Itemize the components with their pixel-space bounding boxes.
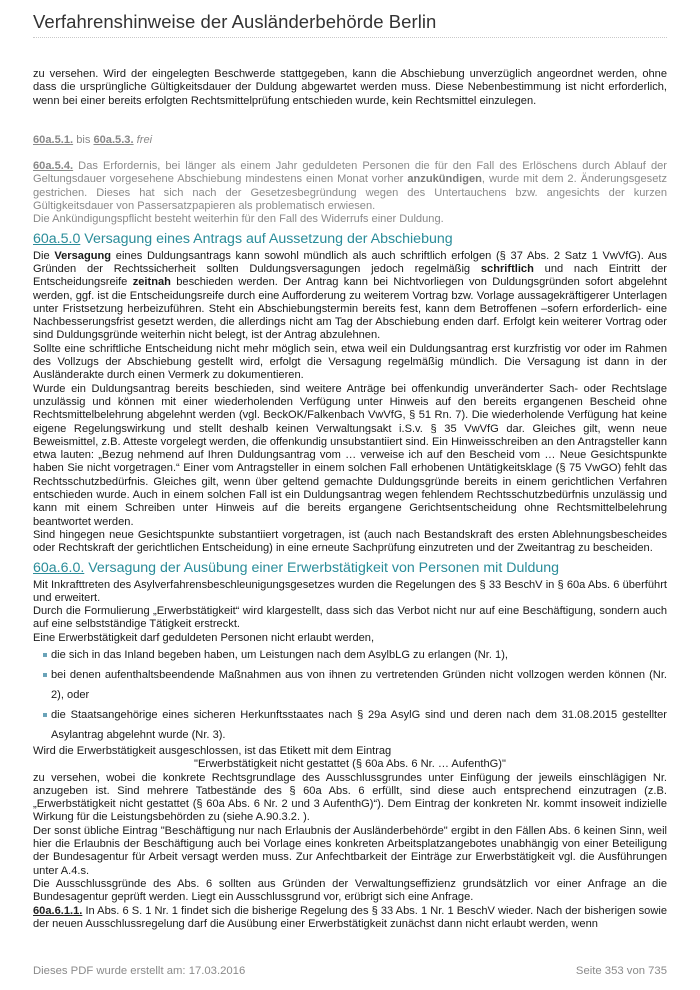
range-note-status: frei xyxy=(136,133,153,146)
section-5-0-paragraph-3: Wurde ein Duldungsantrag bereits beschieden, sind weitere Anträge bei offenkundig unveränderter Sach- oder Rechtslage unzulässig und können mit einer wiederholenden Verfügung unter Hinweis auf den bereits ergangenen Bescheid ohne Rechtsmittelbelehrung abgelehnt werden (vgl. BeckOK/Falkenbach VwVfG, § 51 Rn. 7). Die wiederholende Verfügung hat keine eigene Regelungswirkung und stellt deshalb keinen Verwaltungsakt i.S.v. § 35 VwVfG dar. Gleiches gilt, wenn neue Beweismittel, z.B. Atteste vorgelegt werden, die offenkundig unsubstantiiert sind. Ein Hinweisschreiben an den Antragsteller kann etwa lauten: „Bezug nehmend auf Ihren Duldungsantrag vom … verweise ich auf den Bescheid vom … Neue Gesichtspunkte haben Sie nicht vorgetragen.“ Einer vom Antragsteller in einem solchen Fall erhobenen Untätigkeitsklage (§ 75 VwGO) fehlt das Rechtsschutzbedürfnis. Gleiches gilt, wenn über geltend gemachte Duldungsgründe bereits in einem gerichtlichen Verfahren entschieden wurde. Auch in einem solchen Fall ist ein Duldungsantrag wegen fehlendem Rechtsschutzbedürfnis unzulässig und kann mit einem Schreiben unter Hinweis auf die bereits ergangene Gerichtsentscheidung ohne Rechtsmittelbelehrung beantwortet werden. xyxy=(33,382,667,528)
exclusion-list xyxy=(33,645,667,745)
link-60a-5-4[interactable]: 60a.5.4. xyxy=(33,160,74,173)
list-item: die Staatsangehörige eines sicheren Herkunftsstaates nach § 29a AsylG sind und deren nach dem 31.08.2015 gestellter Asylantrag abgelehnt wurde (Nr. 3). xyxy=(43,705,667,745)
link-60a-6-1-1[interactable]: 60a.6.1.1. xyxy=(33,904,83,917)
list-item: bei denen aufenthaltsbeendende Maßnahmen aus von ihnen zu vertretenden Gründen nicht vollzogen werden können (Nr. 2), oder xyxy=(43,665,667,705)
heading-60a-6-0 xyxy=(33,560,667,577)
page-header xyxy=(33,11,667,38)
section-6-0-paragraph-6: zu versehen, wobei die konkrete Rechtsgrundlage des Ausschlussgrundes unter Einfügung der jeweils einschlägigen Nr. anzugeben ist. Sind mehrere Tatbestände des § 60a Abs. 6 erfüllt, sind diese auch entsprechend einzutragen (z.B. „Erwerbstätigkeit nicht gestattet (§ 60a Abs. 6 Nr. 2 und 3 AufenthG)“). Dem Eintrag der konkreten Nr. kommt insoweit indizielle Wirkung für die Leistungsbehörden zu (siehe A.90.3.2. ). xyxy=(33,771,667,824)
section-5-4-line2: Die Ankündigungspflicht besteht weiterhin für den Fall des Widerrufs einer Duldung. xyxy=(33,213,444,226)
s50-p1-bold-zeitnah: zeitnah xyxy=(132,276,171,289)
section-6-0-paragraph-3: Eine Erwerbstätigkeit darf geduldeten Personen nicht erlaubt werden, xyxy=(33,631,375,644)
section-5-4-text-b: , wurde mit dem 2. Änderungsgesetz gestrichen. Dieses hat sich nach der Gesetzesbegründung wegen des Untertauchens bzw. angesichts der kurzen Gültigkeitsdauer von Passersatzpapieren als problematisch erwiesen. xyxy=(33,173,667,213)
section-5-0-paragraph-2: Sollte eine schriftliche Entscheidung nicht mehr möglich sein, etwa weil ein Duldungsantrag erst kurzfristig vor oder im Rahmen des Vollzugs der Abschiebung gestellt wird, erfolgt die Versagung regelmäßig mündlich. Die Versagung ist dann in der Ausländerakte durch einen Vermerk zu dokumentieren. xyxy=(33,342,667,382)
heading-60a-6-0-text: Versagung der Ausübung einer Erwerbstätigkeit von Personen mit Duldung xyxy=(84,559,560,576)
section-5-4-text-a: Das Erfordernis, bei länger als einem Jahr geduldeten Personen die für den Fall des Erlöschens durch Ablauf der Geltungsdauer vorgesehene Abschiebung mindestens einen Monat vorher xyxy=(33,160,667,186)
s50-p1-bold-schriftlich: schriftlich xyxy=(480,262,534,275)
document-body xyxy=(33,68,667,931)
section-6-0-paragraph-7: Der sonst übliche Eintrag "Beschäftigung nur nach Erlaubnis der Ausländerbehörde" ergibt in den Fällen Abs. 6 keinen Sinn, weil hier die Erlaubnis der Beschäftigung auch bei Vorlage eines konkreten Arbeitsplatzangebotes unabhängig von einer Beteiligung der Bundesagentur für Arbeit versagt werden muss. Zur Anfechtbarkeit der Einträge zur Erwerbstätigkeit vgl. die Ausführungen unter A.4.s. xyxy=(33,824,667,877)
range-note xyxy=(33,134,667,147)
section-5-0-paragraph-1 xyxy=(33,250,667,343)
document-page xyxy=(33,0,667,990)
s50-p1-bold-versagung: Versagung xyxy=(54,249,112,262)
heading-60a-6-0-ref[interactable]: 60a.6.0. xyxy=(33,559,85,576)
section-6-0-paragraph-1: Mit Inkrafttreten des Asylverfahrensbeschleunigungsgesetzes wurden die Regelungen des § 33 BeschV in § 60a Abs. 6 überführt und erweitert. xyxy=(33,578,667,604)
section-5-4-paragraph xyxy=(33,160,667,213)
s50-p1-c: eines Duldungsantrags kann sowohl mündlich als auch schriftlich erfolgen (§ 37 Abs. 2 Satz 1 VwVfG). Aus Gründen der Rechtssicherheit sollten Duldungsversagungen jedoch regelmäßig xyxy=(33,249,667,275)
section-6-0-paragraph-4: Wird die Erwerbstätigkeit ausgeschlossen, ist das Etikett mit dem Eintrag xyxy=(33,744,392,757)
section-6-0-paragraph-8: Die Ausschlussgründe des Abs. 6 sollten aus Gründen der Verwaltungseffizienz grundsätzlich vor einer Anfrage an die Bundesagentur geprüft werden. Liegt ein Ausschlussgrund vor, erübrigt sich eine Anfrage. xyxy=(33,877,667,904)
section-5-0-paragraph-4: Sind hingegen neue Gesichtspunkte substantiiert vorgetragen, ist (auch nach Bestandskraft des ersten Ablehnungsbescheides oder Rechtskraft der gerichtlichen Entscheidung) in eine erneute Sachprüfung einzutreten und der Zweitantrag zu bescheiden. xyxy=(33,528,667,555)
s50-p1-d: und nach Eintritt der Entscheidungsreife xyxy=(33,262,667,289)
heading-60a-5-0 xyxy=(33,231,667,248)
section-5-4-bold: anzukündigen xyxy=(407,173,482,186)
heading-60a-5-0-ref[interactable]: 60a.5.0 xyxy=(33,230,81,247)
link-60a-5-1[interactable]: 60a.5.1. xyxy=(33,133,74,146)
list-item: die sich in das Inland begeben haben, um Leistungen nach dem AsylbLG zu erlangen (Nr. 1), xyxy=(43,645,667,665)
s50-p1-a: Die xyxy=(33,249,55,262)
section-6-1-1-text: In Abs. 6 S. 1 Nr. 1 findet sich die bisherige Regelung des § 33 Abs. 1 Nr. 1 BeschV wieder. Nach der bisherigen sowie der neuen Ausschlussregelung darf die Ausübung einer Erwerbstätigkeit zunächst dann nicht erlaubt werden, wenn xyxy=(33,904,667,930)
page-title: Verfahrenshinweise der Ausländerbehörde Berlin xyxy=(33,11,437,32)
link-60a-5-3[interactable]: 60a.5.3. xyxy=(93,133,134,146)
footer-created-date: Dieses PDF wurde erstellt am: 17.03.2016 xyxy=(33,965,246,977)
section-6-0-paragraph-2: Durch die Formulierung „Erwerbstätigkeit“ wird klargestellt, dass sich das Verbot nicht nur auf eine Beschäftigung, sondern auch auf eine selbstständige Tätigkeit erstreckt. xyxy=(33,605,667,631)
intro-paragraph: zu versehen. Wird der eingelegten Beschwerde stattgegeben, kann die Abschiebung unverzüglich angeordnet werden, ohne dass die ursprüngliche Gültigkeitsdauer der Duldung abgewartet werden muss. Diese Nebenbestimmung ist nicht erforderlich, wenn bei einer bereits erfolgten Rechtsmittelprüfung entschieden wurde, kein Rechtsmittel einzulegen. xyxy=(33,68,667,107)
label-entry: "Erwerbstätigkeit nicht gestattet (§ 60a Abs. 6 Nr. … AufenthG)" xyxy=(194,758,506,771)
heading-60a-5-0-text: Versagung eines Antrags auf Aussetzung der Abschiebung xyxy=(80,230,453,247)
range-note-connector: bis xyxy=(73,133,94,146)
footer-page-number: Seite 353 von 735 xyxy=(575,965,667,977)
section-6-1-1-paragraph xyxy=(33,905,667,932)
s50-p1-e: beschieden werden. Der Antrag kann bei Nichtvorliegen von Duldungsgründen sofort abgelehnt werden, ggf. ist die Entscheidungsreife durch eine Aufforderung zu weiterem Vortrag bzw. Vorlage aussagekräftigerer Unterlagen unter Fristsetzung herbeizuführen. Steht ein Abschiebungstermin bereits fest, kann dem Betroffenen –sofern erforderlich- eine Nachbesserungsfrist gesetzt werden, die allerdings nicht am Tag der Abschiebung enden darf. Erfolgt kein weiterer Vortrag oder sind Duldungsgründe weiterhin nicht belegt, ist der Antrag abzulehnen. xyxy=(33,276,667,342)
